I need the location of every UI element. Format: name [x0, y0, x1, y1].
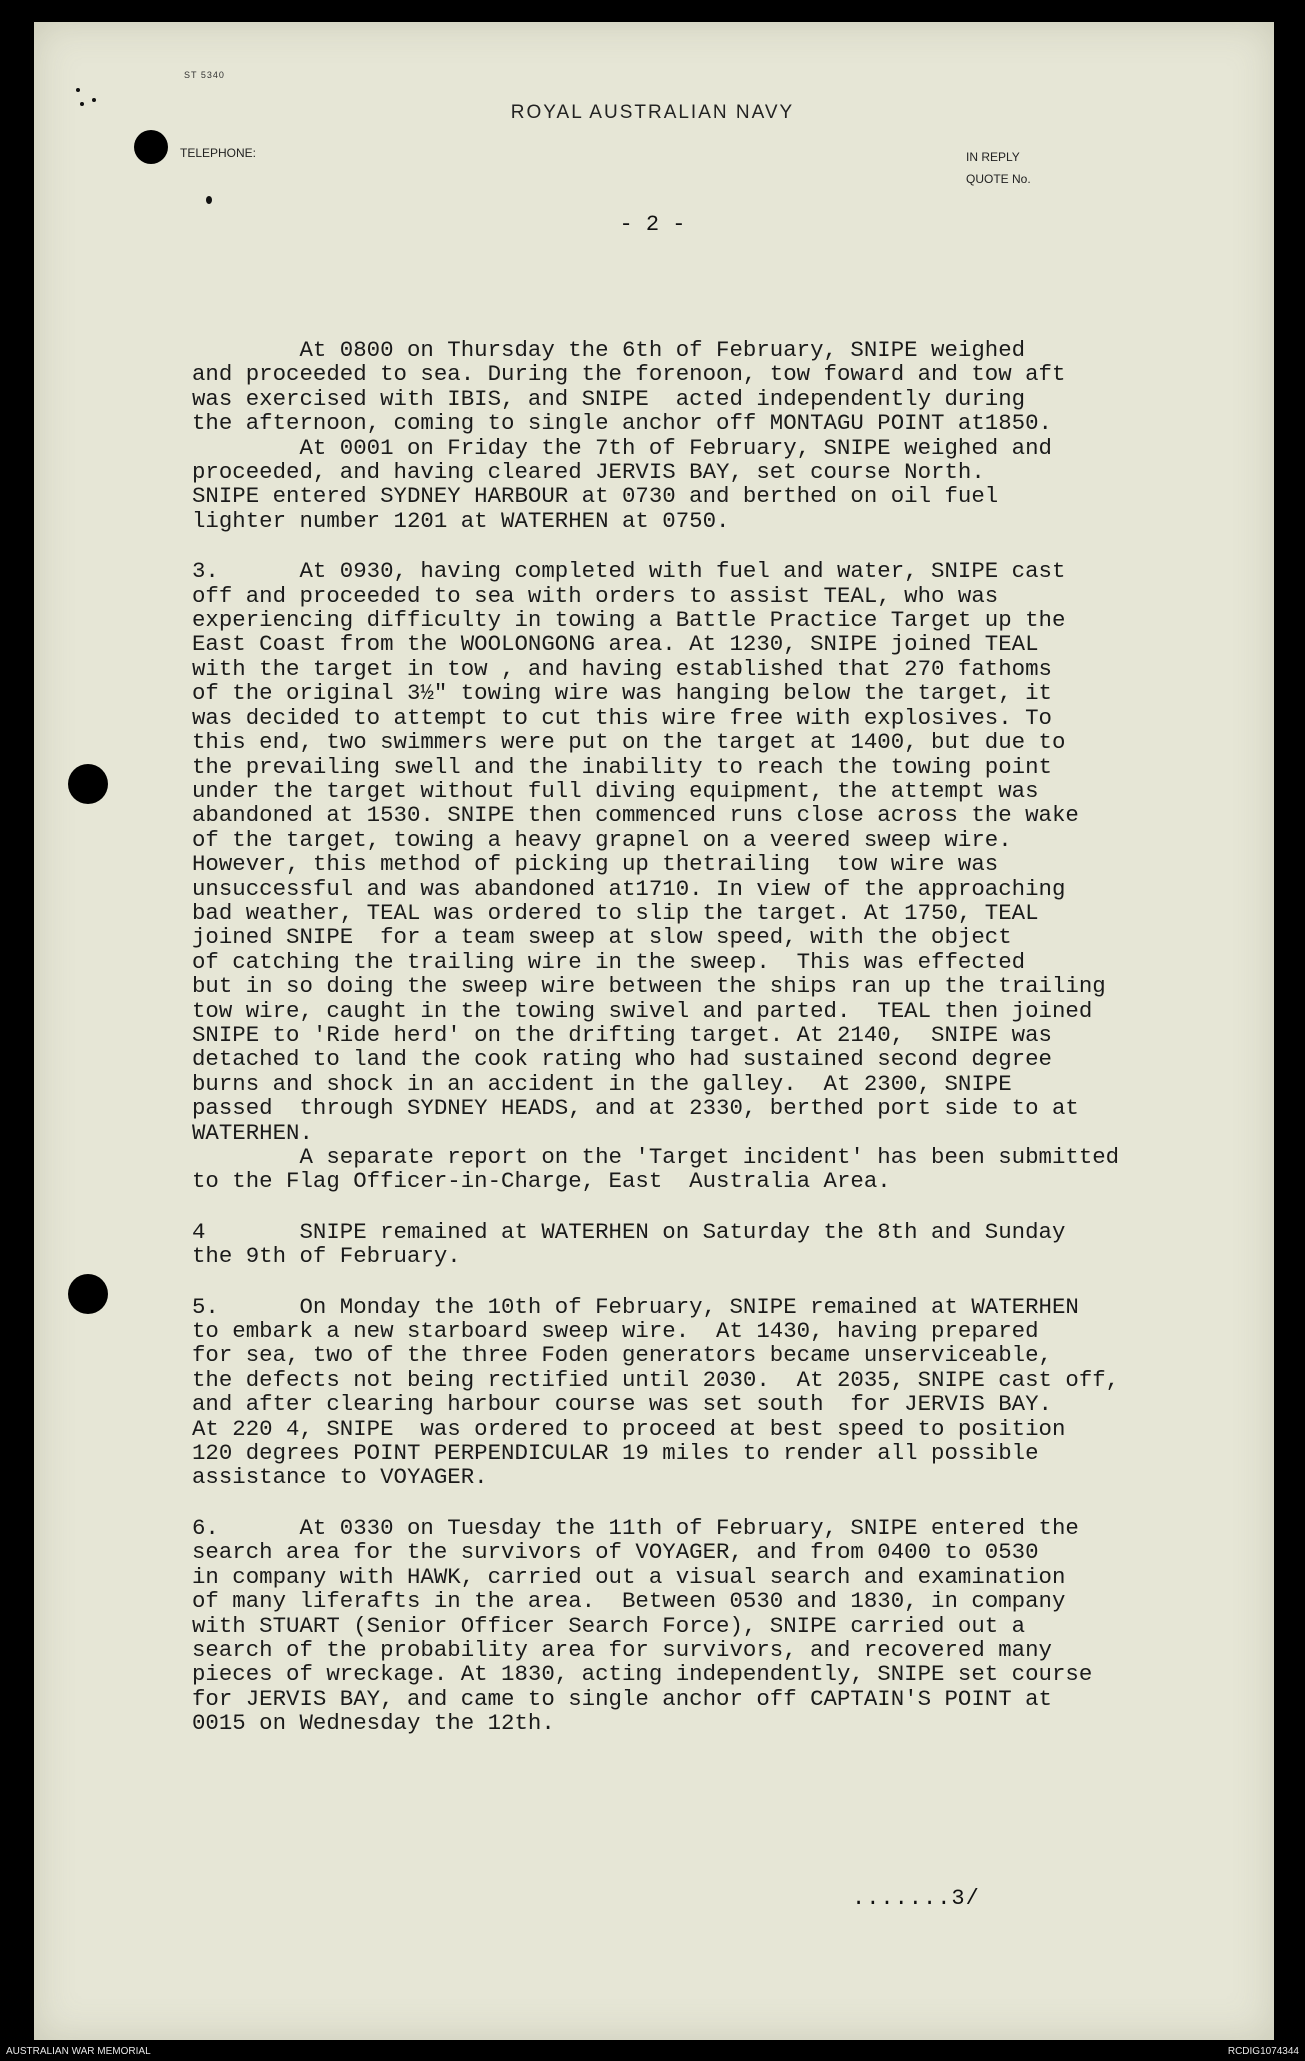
ink-speck	[76, 88, 80, 92]
footer-id: RCDIG1074344	[1227, 2046, 1299, 2057]
footer-source: AUSTRALIAN WAR MEMORIAL	[6, 2046, 151, 2057]
ink-speck	[206, 196, 212, 204]
form-code: ST 5340	[184, 70, 225, 80]
punch-hole	[68, 764, 108, 804]
reply-line-2: QUOTE No.	[966, 172, 1031, 186]
reply-line-1: IN REPLY	[966, 150, 1020, 164]
document-body	[192, 338, 1252, 1736]
paragraph-3: 3. At 0930, having completed with fuel and water, SNIPE cast off and proceeded to sea with orders to assist TEAL, who was experiencing difficulty in towing a Battle Practice Target up the East Coast from the WOOLONGONG area. At 1230, SNIPE joined TEAL with the target in tow , and having established that 270 fathoms of the original 3½" towing wire was hanging below the target, it was decided to attempt to cut this wire free with explosives. To this end, two swimmers were put on the target at 1400, but due to the prevailing swell and the inability to reach the towing point under the target without full diving equipment, the attempt was abandoned at 1530. SNIPE then commenced runs close across the wake of the target, towing a heavy grapnel on a veered sweep wire. However, this method of picking up thetrailing tow wire was unsuccessful and was abandoned at1710. In view of the approaching bad weather, TEAL was ordered to slip the target. At 1750, TEAL joined SNIPE for a team sweep at slow speed, with the object of catching the trailing wire in the sweep. This was effected but in so doing the sweep wire between the ships ran up the trailing tow wire, caught in the towing swivel and parted. TEAL then joined SNIPE to 'Ride herd' on the drifting target. At 2140, SNIPE was detached to land the cook rating who had sustained second degree burns and shock in an accident in the galley. At 2300, SNIPE passed through SYDNEY HEADS, and at 2330, berthed port side to at WATERHEN. A separate report on the 'Target incident' has been submitted to the Flag Officer-in-Charge, East Australia Area.	[192, 558, 1120, 1195]
paragraph-5: 5. On Monday the 10th of February, SNIPE remained at WATERHEN to embark a new starboard sweep wire. At 1430, having prepared for sea, two of the three Foden generators became unserviceable, the defects not being rectified until 2030. At 2035, SNIPE cast off, and after clearing harbour course was set south for JERVIS BAY. At 220 4, SNIPE was ordered to proceed at best speed to position 120 degrees POINT PERPENDICULAR 19 miles to render all possible assistance to VOYAGER.	[192, 1293, 1120, 1491]
paragraph-1: At 0800 on Thursday the 6th of February, SNIPE weighed and proceeded to sea. During the forenoon, tow foward and tow aft was exercised with IBIS, and SNIPE acted independently during the afternoon, coming to single anchor off MONTAGU POINT at1850. At 0001 on Friday the 7th of February, SNIPE weighed and proceeded, and having cleared JERVIS BAY, set course North. SNIPE entered SYDNEY HARBOUR at 0730 and berthed on oil fuel lighter number 1201 at WATERHEN at 0750.	[192, 337, 1066, 534]
ink-blot	[134, 130, 168, 164]
telephone-label: TELEPHONE:	[180, 146, 257, 160]
paragraph-6: 6. At 0330 on Tuesday the 11th of February, SNIPE entered the search area for the survivors of VOYAGER, and from 0400 to 0530 in company with HAWK, carried out a visual search and examination of many liferafts in the area. Between 0530 and 1830, in company with STUART (Senior Officer Search Force), SNIPE carried out a search of the probability area for survivors, and recovered many pieces of wreckage. At 1830, acting independently, SNIPE set course for JERVIS BAY, and came to single anchor off CAPTAIN'S POINT at 0015 on Wednesday the 12th.	[192, 1514, 1093, 1737]
continuation-marker: .......3/	[852, 1886, 980, 1911]
paragraph-4: 4 SNIPE remained at WATERHEN on Saturday the 8th and Sunday the 9th of February.	[192, 1218, 1066, 1270]
reply-reference	[966, 146, 1031, 190]
page-number: - 2 -	[619, 212, 686, 237]
punch-hole	[68, 1274, 108, 1314]
letterhead: ROYAL AUSTRALIAN NAVY	[510, 102, 795, 123]
